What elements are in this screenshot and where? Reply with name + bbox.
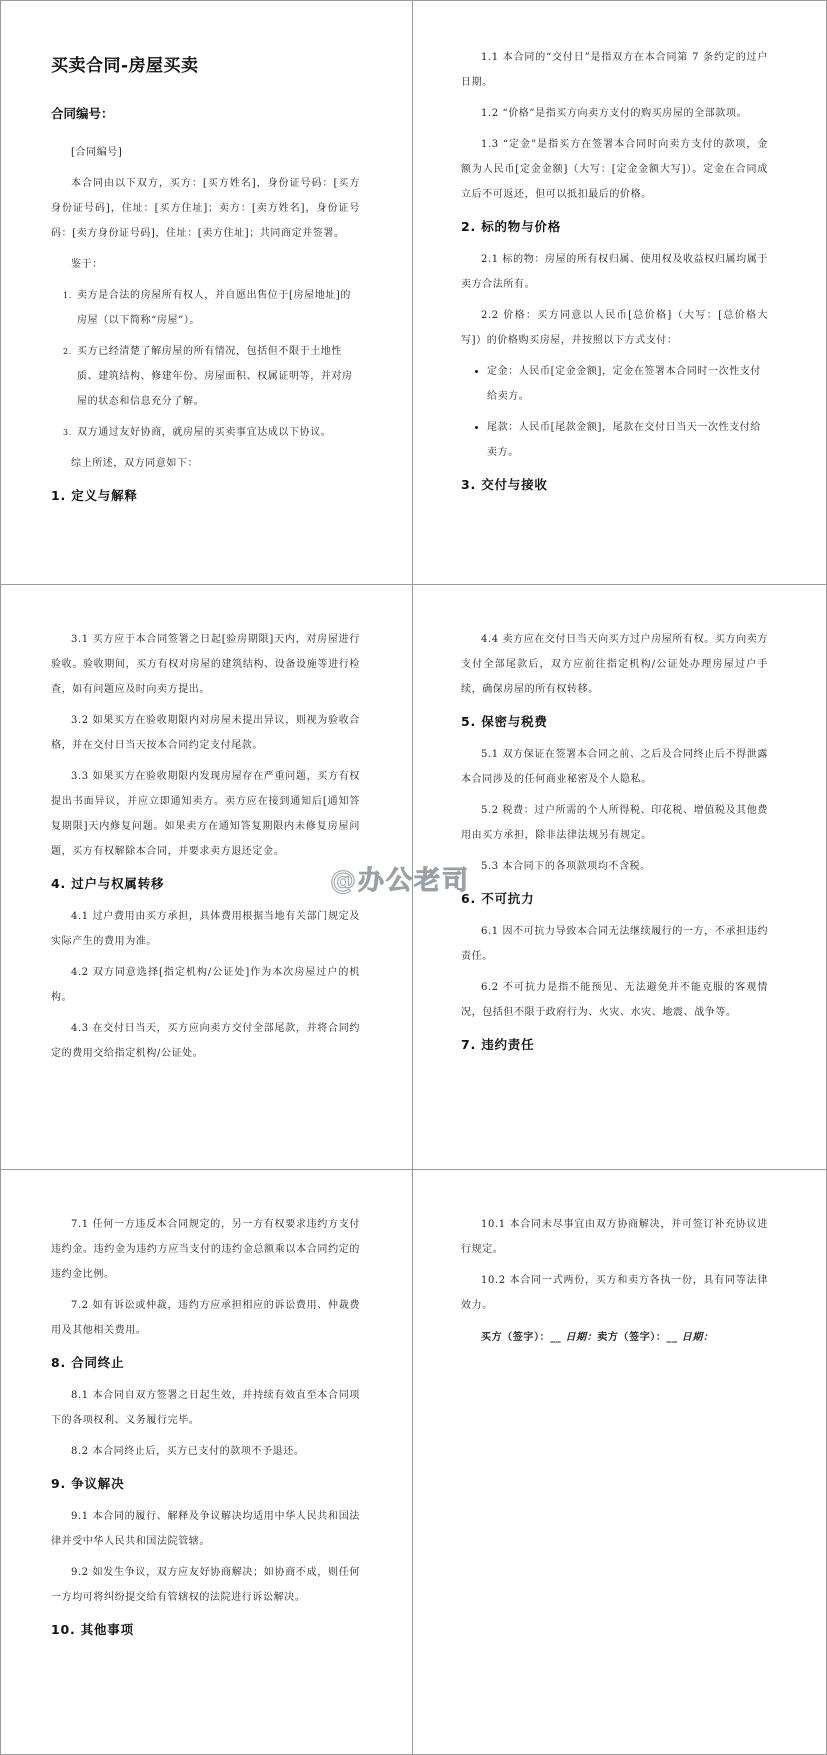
- clause-3-1: 3.1 买方应于本合同签署之日起[验房期限]天内，对房屋进行验收。验收期间，买方有权对房屋的建筑结构、设备设施等进行检查，如有问题应及时向卖方提出。: [51, 634, 360, 695]
- clause-5-1: 5.1 双方保证在签署本合同之前、之后及合同终止后不得泄露本合同涉及的任何商业秘密及个人隐私。: [461, 749, 768, 785]
- buyer-signature-label: 买方（签字）：__: [481, 1332, 566, 1343]
- clause-5-2: 5.2 税费：过户所需的个人所得税、印花税、增值税及其他费用由买方承担，除非法律法规另有规定。: [461, 805, 768, 841]
- recital-item: 1. 卖方是合法的房屋所有权人，并自愿出售位于[房屋地址]的房屋（以下简称“房屋”）。: [75, 283, 360, 333]
- clause-9-2: 9.2 如发生争议，双方应友好协商解决；如协商不成，则任何一方均可将纠纷提交给有管辖权的法院进行诉讼解决。: [51, 1567, 360, 1603]
- clause-2-1: 2.1 标的物：房屋的所有权归属、使用权及收益权归属均属于卖方合法所有。: [461, 254, 768, 290]
- clause-6-2: 6.2 不可抗力是指不能预见、无法避免并不能克服的客观情况，包括但不限于政府行为、火灾、水灾、地震、战争等。: [461, 982, 768, 1018]
- section-heading-4: 4. 过户与权属转移: [51, 876, 165, 891]
- intro-paragraph: 本合同由以下双方，买方：[买方姓名]，身份证号码：[买方身份证号码]，住址：[买方住址]；卖方：[卖方姓名]，身份证号码：[卖方身份证号码]，住址：[卖方住址]；共同商定并签署。: [51, 178, 360, 239]
- whereas-label: 鉴于：: [71, 259, 103, 270]
- signature-line: [461, 1328, 768, 1343]
- section-heading-6: 6. 不可抗力: [461, 891, 535, 906]
- clause-7-2: 7.2 如有诉讼或仲裁，违约方应承担相应的诉讼费用、仲裁费用及其他相关费用。: [51, 1300, 360, 1336]
- recitals-list: [51, 283, 360, 445]
- payment-item-deposit: • 定金：人民币[定金金额]，定金在签署本合同时一次性支付给卖方。: [487, 359, 768, 409]
- clause-5-3: 5.3 本合同下的各项款项均不含税。: [481, 861, 651, 872]
- recital-item: 2. 买方已经清楚了解房屋的所有情况，包括但不限于土地性质、建筑结构、修建年份、房屋面积、权属证明等，并对房屋的状态和信息充分了解。: [75, 339, 360, 414]
- section-heading-1: 1. 定义与解释: [51, 488, 138, 503]
- recital-item: 3. 双方通过友好协商，就房屋的买卖事宜达成以下协议。: [75, 420, 360, 445]
- section-heading-5: 5. 保密与税费: [461, 714, 548, 729]
- page-1: [0, 0, 413, 585]
- payment-list: [461, 359, 768, 465]
- clause-3-3: 3.3 如果买方在验收期限内发现房屋存在严重问题，买方有权提出书面异议，并应立即通知卖方。卖方应在接到通知后[通知答复期限]天内修复问题。如果卖方在通知答复期限内未修复房屋问题，买方有权解除本合同，并要求卖方退还定金。: [51, 771, 360, 857]
- clause-1-2: 1.2 “价格”是指买方向卖方支付的购买房屋的全部款项。: [481, 108, 748, 119]
- section-heading-8: 8. 合同终止: [51, 1355, 125, 1370]
- page-5: [0, 1170, 413, 1755]
- clause-7-1: 7.1 任何一方违反本合同规定的，另一方有权要求违约方支付违约金。违约金为违约方应当支付的违约金总额乘以本合同约定的违约金比例。: [51, 1219, 360, 1280]
- clause-4-4: 4.4 卖方应在交付日当天向买方过户房屋所有权。买方向卖方支付全部尾款后，双方应前往指定机构/公证处办理房屋过户手续，确保房屋的所有权转移。: [461, 634, 768, 695]
- seller-date-label: 日期：: [681, 1332, 714, 1343]
- page-6: [413, 1170, 827, 1755]
- section-heading-9: 9. 争议解决: [51, 1476, 125, 1491]
- clause-4-3: 4.3 在交付日当天，买方应向卖方交付全部尾款，并将合同约定的费用交给指定机构/公证处。: [51, 1023, 360, 1059]
- section-heading-10: 10. 其他事项: [51, 1622, 134, 1637]
- clause-9-1: 9.1 本合同的履行、解释及争议解决均适用中华人民共和国法律并受中华人民共和国法院管辖。: [51, 1511, 360, 1547]
- buyer-date-label: 日期：: [565, 1332, 598, 1343]
- payment-item-balance: • 尾款：人民币[尾款金额]，尾款在交付日当天一次性支付给卖方。: [487, 415, 768, 465]
- clause-4-2: 4.2 双方同意选择[指定机构/公证处]作为本次房屋过户的机构。: [51, 967, 360, 1003]
- watermark: @办公老司: [330, 866, 471, 896]
- section-heading-2: 2. 标的物与价格: [461, 219, 561, 234]
- page-3: [0, 585, 413, 1170]
- contract-number-placeholder: [合同编号]: [71, 147, 123, 158]
- clause-10-2: 10.2 本合同一式两份，买方和卖方各执一份，具有同等法律效力。: [461, 1275, 768, 1311]
- clause-6-1: 6.1 因不可抗力导致本合同无法继续履行的一方，不承担违约责任。: [461, 926, 768, 962]
- conclusion-paragraph: 综上所述，双方同意如下：: [71, 458, 199, 469]
- page-2: [413, 0, 827, 585]
- clause-3-2: 3.2 如果买方在验收期限内对房屋未提出异议，则视为验收合格，并在交付日当天按本合同约定支付尾款。: [51, 715, 360, 751]
- clause-10-1: 10.1 本合同未尽事宜由双方协商解决，并可签订补充协议进行规定。: [461, 1219, 768, 1255]
- section-heading-7: 7. 违约责任: [461, 1037, 535, 1052]
- contract-number-label: 合同编号：: [51, 106, 114, 121]
- clause-1-3: 1.3 “定金”是指买方在签署本合同时向卖方支付的款项，金额为人民币[定金金额]（大写：[定金金额大写]）。定金在合同成立后不可返还，但可以抵扣最后的价格。: [461, 139, 768, 200]
- clause-8-2: 8.2 本合同终止后，买方已支付的款项不予退还。: [71, 1446, 305, 1457]
- section-heading-3: 3. 交付与接收: [461, 477, 548, 492]
- clause-8-1: 8.1 本合同自双方签署之日起生效，并持续有效直至本合同项下的各项权利、义务履行完毕。: [51, 1390, 360, 1426]
- clause-4-1: 4.1 过户费用由买方承担，具体费用根据当地有关部门规定及实际产生的费用为准。: [51, 911, 360, 947]
- clause-2-2: 2.2 价格：买方同意以人民币[总价格]（大写：[总价格大写]）的价格购买房屋，并按照以下方式支付：: [461, 310, 768, 346]
- seller-signature-label: 卖方（签字）：__: [597, 1332, 682, 1343]
- document-title: 买卖合同-房屋买卖: [51, 56, 199, 76]
- page-4: [413, 585, 827, 1170]
- clause-1-1: 1.1 本合同的“交付日”是指双方在本合同第 7 条约定的过户日期。: [461, 52, 768, 88]
